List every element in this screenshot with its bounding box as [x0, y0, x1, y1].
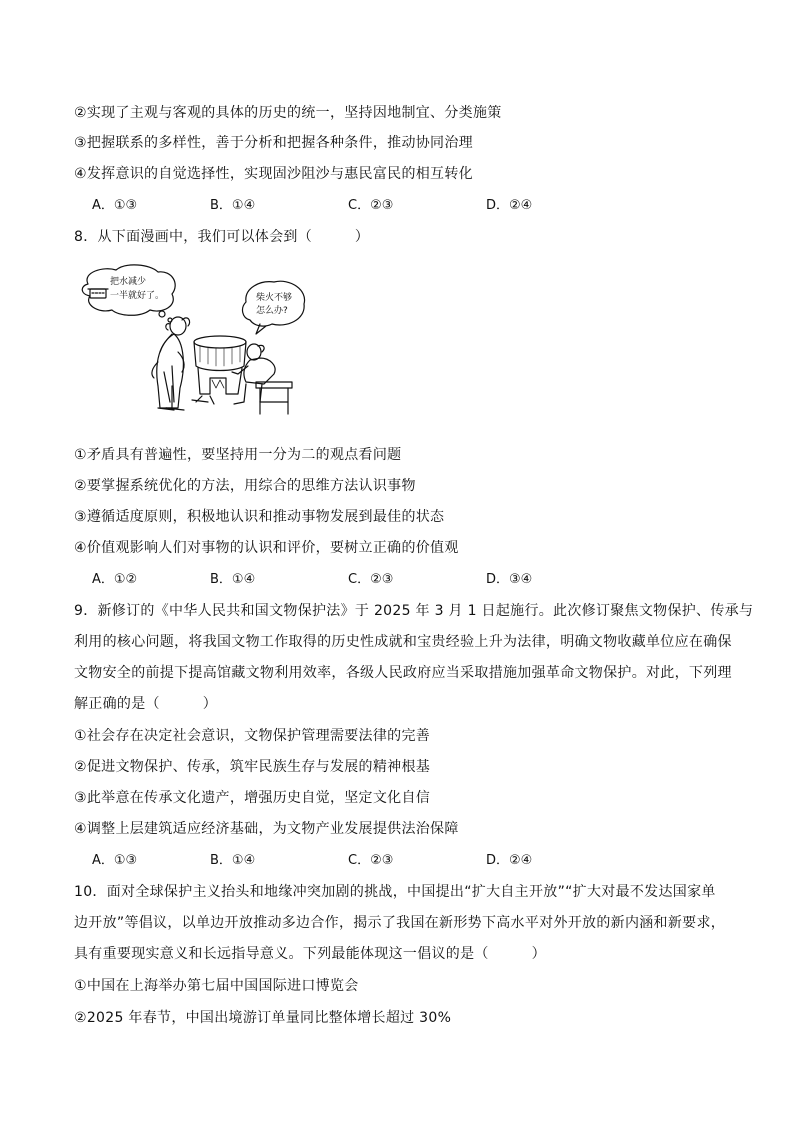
q9-option-4: ④调整上层建筑适应经济基础，为文物产业发展提供法治保障	[74, 821, 459, 837]
left-bubble-line1: 把水减少	[110, 277, 147, 287]
q10-option-2: ②2025 年春节，中国出境游订单量同比整体增长超过 30%	[74, 1010, 452, 1026]
q9-option-1: ①社会存在决定社会意识，文物保护管理需要法律的完善	[74, 728, 431, 744]
crouching-man-figure	[232, 344, 292, 414]
q8-option-1: ①矛盾具有普遍性，要坚持用一分为二的观点看问题	[74, 447, 402, 463]
q10-option-1: ①中国在上海举办第七届中国国际进口博览会	[74, 978, 359, 994]
q9-stem-line4: 解正确的是（ ）	[74, 696, 217, 712]
q9-stem-line3: 文物安全的前提下提高馆藏文物利用效率，各级人民政府应当采取措施加强革命文物保护。对此，下列理	[74, 665, 732, 681]
left-bubble-line2: 一半就好了。	[110, 291, 165, 301]
q8-choice-a[interactable]: A．①②	[92, 572, 138, 587]
q7-option-3: ③把握联系的多样性，善于分析和把握各种条件，推动协同治理	[74, 135, 473, 151]
q8-option-2: ②要掌握系统优化的方法，用综合的思维方法认识事物	[74, 478, 416, 494]
right-speech-bubble	[243, 281, 305, 326]
pot-on-stove	[192, 336, 246, 404]
q7-option-4: ④发挥意识的自觉选择性，实现固沙阻沙与惠民富民的相互转化	[74, 166, 473, 182]
q8-option-3: ③遵循适度原则，积极地认识和推动事物发展到最佳的状态	[74, 509, 445, 525]
q10-stem-line2: 边开放”等倡议，以单边开放推动多边合作，揭示了我国在新形势下高水平对外开放的新内涵和新要求，	[74, 915, 726, 931]
q7-choice-c[interactable]: C．②③	[348, 198, 394, 213]
q9-stem-line2: 利用的核心问题，将我国文物工作取得的历史性成就和宝贵经验上升为法律，明确文物收藏单位应在确保	[74, 634, 732, 650]
q8-stem: 8．从下面漫画中，我们可以体会到（ ）	[74, 229, 370, 245]
old-man-figure	[152, 317, 190, 410]
right-bubble-line2: 怎么办?	[256, 306, 288, 316]
q9-option-3: ③此举意在传承文化遗产，增强历史自觉，坚定文化自信	[74, 790, 431, 806]
cartoon-image	[74, 262, 310, 422]
q7-choice-b[interactable]: B．①④	[210, 198, 256, 213]
q7-choice-d[interactable]: D．②④	[486, 198, 533, 213]
q9-stem-line1: 9．新修订的《中华人民共和国文物保护法》于 2025 年 3 月 1 日起施行。此次修订聚焦文物保护、传承与	[74, 603, 754, 619]
q9-choice-c[interactable]: C．②③	[348, 853, 394, 868]
q7-choice-a[interactable]: A．①③	[92, 198, 138, 213]
q8-option-4: ④价值观影响人们对事物的认识和评价，要树立正确的价值观	[74, 540, 459, 556]
q10-stem-line1: 10．面对全球保护主义抬头和地缘冲突加剧的挑战，中国提出“扩大自主开放”“扩大对最不发达国家单	[74, 884, 716, 900]
right-bubble-line1: 柴火不够	[256, 293, 293, 303]
q7-option-2: ②实现了主观与客观的具体的历史的统一，坚持因地制宜、分类施策	[74, 105, 502, 121]
q10-stem-line3: 具有重要现实意义和长远指导意义。下列最能体现这一倡议的是（ ）	[74, 946, 546, 962]
q9-choice-a[interactable]: A．①③	[92, 853, 138, 868]
q9-choice-d[interactable]: D．②④	[486, 853, 533, 868]
q8-choice-b[interactable]: B．①④	[210, 572, 256, 587]
q8-choice-d[interactable]: D．③④	[486, 572, 533, 587]
q8-choice-c[interactable]: C．②③	[348, 572, 394, 587]
q9-option-2: ②促进文物保护、传承，筑牢民族生存与发展的精神根基	[74, 759, 431, 775]
q9-choice-b[interactable]: B．①④	[210, 853, 256, 868]
